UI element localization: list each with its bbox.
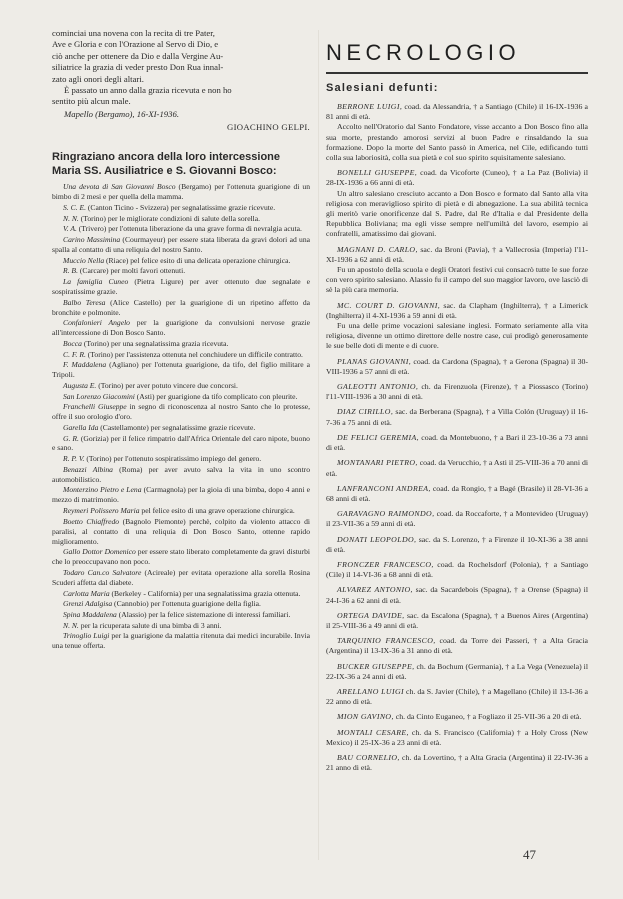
obituary-details: coad. da Montebuono, † a Bari il 23-10-36 a 73 anni di età. <box>326 432 588 453</box>
thanks-entry-text: (Cannobio) per l'ottenuta guarigione della figlia. <box>112 599 261 609</box>
thanks-entry <box>52 360 310 380</box>
thanks-entry-name: Augusta E. <box>63 380 97 390</box>
thanks-entry <box>52 277 310 297</box>
obituary-list <box>326 102 588 773</box>
thanks-entry-text: (Torino) per l'assistenza ottenuta nel conchiudere un difficile contratto. <box>85 349 303 359</box>
obituary-entry <box>326 168 588 239</box>
letter-line: ciò anche per ottenere da Dio e dalla Vergine Au- <box>52 50 224 61</box>
thanks-entry-text: per la ricuperata salute di una bimba di 3 anni. <box>78 620 222 630</box>
necrologio-subtitle: Salesiani defunti: <box>326 82 439 94</box>
thanks-entry <box>52 350 310 360</box>
obituary-details: coad. da Rongio, † a Bagé (Brasile) il 28-VI-36 a 68 anni di età. <box>326 483 588 503</box>
thanks-entry <box>52 423 310 433</box>
column-gutter <box>318 30 319 860</box>
letter-line: cominciai una novena con la recita di tre Pater, <box>52 28 215 38</box>
thanks-entry <box>52 631 310 651</box>
obituary-entry <box>326 687 588 707</box>
obituary-entry <box>326 484 588 504</box>
obituary-entry <box>326 509 588 529</box>
thanks-entry-text: (Canton Ticino - Svizzera) per segnalatissime grazie ricevute. <box>86 202 276 212</box>
thanks-entry-name: G. R. <box>63 433 79 443</box>
thanks-entry <box>52 182 310 202</box>
obituary-name: ARELLANO LUIGI <box>337 686 404 696</box>
thanks-entry-name: Monterzino Pietro e Lena <box>63 485 142 495</box>
thanks-entry-name: Spina Maddalena <box>63 609 117 619</box>
obituary-entry <box>326 753 588 773</box>
thanks-entry-text: (Acireale) per evitata operazione alla sorella Rosina Scuderi affetta dal diabete. <box>52 567 310 587</box>
thanks-entry-text: (Asti) per guarigione da tifo complicato con pleurite. <box>134 391 298 401</box>
thanks-entry-name: Gallo Dottor Domenico <box>63 547 136 557</box>
obituary-name: BONELLI GIUSEPPE, <box>337 168 418 178</box>
thanks-entry-name: Boetto Chiaffredo <box>63 516 120 526</box>
thanks-entry-name: R. B. <box>63 266 78 276</box>
obituary-name: MC. COURT D. GIOVANNI, <box>337 300 441 310</box>
thanks-entry-name: Reymeri Polissero Maria <box>63 506 140 516</box>
obituary-body: Accolto nell'Oratorio dal Santo Fondatore, visse accanto a Don Bosco fino alla sua morte, prestando amorosi servizi al buon Padre e rinsaldando la sua formazione. Dopo la morte del Santo passò in America, nel Cile, edificando tutti colla sua laboriosità, colla sua pietà e col suo spirito squisitamente salesiano. <box>326 122 588 163</box>
thanks-entry-name: Todaro Can.co Salvatore <box>63 567 142 577</box>
letter-intro <box>52 28 310 108</box>
thanks-entry-name: Franchelli Giuseppe <box>63 402 127 412</box>
obituary-name: TARQUINIO FRANCESCO, <box>337 636 436 646</box>
obituary-entry <box>326 458 588 478</box>
thanks-entry-name: Trinoglio Luigi <box>63 631 110 641</box>
obituary-details: sac. da Broni (Pavia), † a Vallecrosia (Imperia) l'11-XI-1936 a 62 anni di età. <box>326 244 588 264</box>
obituary-name: ORTEGA DAVIDE, <box>337 610 405 620</box>
thanks-section-title: Ringraziano ancora della loro intercessione Maria SS. Ausiliatrice e S. Giovanni Bosco: <box>52 151 281 177</box>
thanks-entry <box>52 339 310 349</box>
thanks-entry-text: (Torino) per le migliorate condizioni di salute della sorella. <box>78 213 261 223</box>
thanks-entry <box>52 434 310 454</box>
obituary-entry <box>326 433 588 453</box>
letter-line: sentito più alcun male. <box>52 96 131 107</box>
thanks-entry <box>52 256 310 266</box>
obituary-name: BAU CORNELIO, <box>337 752 400 762</box>
thanks-entry <box>52 454 310 464</box>
obituary-name: DE FELICI GEREMIA, <box>337 432 420 442</box>
letter-line: siliatrice la grazia di veder presto Don Rua innal- <box>52 62 224 73</box>
thanks-entry-text: (Berkeley - California) per una segnalatissima grazia ottenuta. <box>109 588 301 598</box>
thanks-entry <box>52 610 310 620</box>
letter-signature: GIOACHINO GELPI. <box>227 122 310 133</box>
obituary-details: sac. da Escalona (Spagna), † a Buenos Aires (Argentina) il 25-VIII-36 a 49 anni di età. <box>326 610 588 630</box>
obituary-body: Un altro salesiano cresciuto accanto a Don Bosco e formato dal Santo alla vita religiosa con meraviglioso spirito di pietà e di abnegazione. La sua abilità tecnica gli meritò varie onorificenze dal S. Padre, dal Re d'Italia e dal Presidente della Repubblica Boliviana; ma egli visse sempre nell'umiltà del lavoro, esempio ai confratelli, amatissimo dai giovani. <box>326 188 588 239</box>
thanks-entry <box>52 214 310 224</box>
thanks-entry-text: (Trivero) per l'ottenuta liberazione da una grave forma di nevralgia acuta. <box>76 224 302 234</box>
obituary-entry <box>326 560 588 580</box>
thanks-entry-text: (Carcare) per molti favori ottenuti. <box>77 266 186 276</box>
obituary-entry <box>326 636 588 656</box>
obituary-details: ch. da Firenzuola (Firenze), † a Piossasco (Torino) l'11-VIII-1936 a 30 anni di età. <box>326 382 588 402</box>
obituary-entry <box>326 407 588 427</box>
thanks-entry-name: N. N. <box>63 620 79 630</box>
letter-line: zato agli onori degli altari. <box>52 73 144 84</box>
thanks-entry <box>52 224 310 234</box>
obituary-entry <box>326 357 588 377</box>
thanks-entry-text: (Torino) per l'ottenuto sospiratissimo impiego del genero. <box>84 454 262 464</box>
obituary-details: sac. da Sacardebois (Spagna), † a Orense (Spagna) il 24-I-36 a 62 anni di età. <box>326 585 588 605</box>
obituary-entry <box>326 585 588 605</box>
obituary-details: ch. da S. Francisco (California) † a Holy Cross (New Mexico) il 25-IX-36 a 23 anni di età. <box>326 727 588 747</box>
obituary-details: coad. da Torre dei Passeri, † a Alta Gracia (Argentina) il 13-IX-36 a 31 anno di età. <box>326 636 589 656</box>
thanks-entry-name: R. P. V. <box>63 454 85 464</box>
thanks-entry-text: per la guarigione da malattia ritenuta dai medici incurabile. Invia una tenue offerta. <box>52 631 310 651</box>
thanks-entry-name: N. N. <box>63 213 79 223</box>
obituary-details: ch. da Bochum (Germania), † a La Vega (Venezuela) il 22-IX-36 a 24 anni di età. <box>326 661 588 681</box>
thanks-entry-text: (Castellamonte) per segnalatissime grazie ricevute. <box>98 422 256 432</box>
obituary-name: MONTALI CESARE, <box>337 727 409 737</box>
thanks-entry-name: F. Maddalena <box>63 360 107 370</box>
necrologio-title: NECROLOGIO <box>326 40 521 65</box>
thanks-entry <box>52 568 310 588</box>
thanks-entry-text: (Riace) pel felice esito di una delicata operazione chirurgica. <box>104 255 291 265</box>
obituary-name: LANFRANCONI ANDREA, <box>337 483 431 493</box>
thanks-entry-name: Benazzi Albina <box>63 464 113 474</box>
thanks-entry-name: Carlotta Maria <box>63 588 110 598</box>
obituary-entry <box>326 102 588 163</box>
thanks-list <box>52 182 310 651</box>
obituary-name: DIAZ CIRILLO, <box>337 407 394 417</box>
obituary-entry <box>326 728 588 748</box>
obituary-name: FRONCZER FRANCESCO, <box>337 559 434 569</box>
thanks-entry <box>52 402 310 422</box>
thanks-entry-text: (Pietra Ligure) per aver ottenuto due segnalate e sospiratissime grazie. <box>52 276 310 296</box>
obituary-entry <box>326 301 588 352</box>
thanks-entry-text: (Agliano) per l'ottenuta guarigione, da tifo, del figlio militare a Tripoli. <box>52 360 311 380</box>
thanks-entry <box>52 485 310 505</box>
obituary-details: ch. da Cinto Euganeo, † a Fogliazo il 25-VII-36 a 20 di età. <box>393 712 582 722</box>
thanks-entry <box>52 506 310 516</box>
obituary-name: GALEOTTI ANTONIO, <box>337 382 419 392</box>
thanks-entry <box>52 318 310 338</box>
thanks-entry-name: C. F. R. <box>63 349 86 359</box>
thanks-entry <box>52 599 310 609</box>
obituary-details: sac. da S. Lorenzo, † a Firenze il 10-XI-36 a 38 anni di età. <box>326 534 588 554</box>
obituary-details: coad. da Rochelsdorf (Polonia), † a Santiago (Cile) il 14-VI-36 a 68 anni di età. <box>326 559 588 580</box>
obituary-details: ch. da Lovertino, † a Alta Gracia (Argentina) il 22-IV-36 a 21 anno di età. <box>326 752 588 773</box>
obituary-name: GARAVAGNO RAIMONDO, <box>337 509 435 519</box>
thanks-entry-text: (Carmagnola) per la gioia di una bimba, dopo 4 anni e mezzo di matrimonio. <box>52 485 311 505</box>
thanks-entry-name: V. A. <box>63 224 77 234</box>
thanks-entry <box>52 203 310 213</box>
obituary-body: Fu un apostolo della scuola e degli Oratori festivi cui consacrò tutte le sue forze con vero spirito salesiano. Alassio fu il campo del suo maggior lavoro, ove lasciò di sè la più cara memoria. <box>326 265 588 295</box>
thanks-entry-name: La famiglia Cuneo <box>63 276 129 286</box>
thanks-entry-name: Balbo Teresa <box>63 297 106 307</box>
thanks-entry-text: (Bagnolo Piemonte) perchè, colpito da violento attacco di paralisi, al contatto di una reliquia di Don Bosco Santo, ottenne rapido miglioramento. <box>52 516 310 546</box>
obituary-name: MONTANARI PIETRO, <box>337 458 418 468</box>
thanks-entry <box>52 235 310 255</box>
thanks-entry-name: Bocca <box>63 338 82 348</box>
thanks-entry <box>52 381 310 391</box>
obituary-name: BERRONE LUIGI, <box>337 102 403 111</box>
thanks-entry-name: Una devota di San Giovanni Bosco <box>63 182 176 192</box>
thanks-entry <box>52 392 310 402</box>
thanks-entry-name: Garella Ida <box>63 422 99 432</box>
thanks-entry <box>52 589 310 599</box>
obituary-name: DONATI LEOPOLDO, <box>337 534 417 544</box>
obituary-details: sac. da Clapham (Inghilterra), † a Limerick (Inghilterra) il 4-XI-1936 a 59 anni di età. <box>326 300 588 320</box>
page-number: 47 <box>523 847 536 862</box>
obituary-details: coad. da Cardona (Spagna), † a Gerona (Spagna) il 30-VIII-1936 a 57 anni di età. <box>326 356 588 376</box>
obituary-details: ch. da S. Javier (Chile), † a Magellano (Chile) il 13-I-36 a 22 anno di età. <box>326 686 588 707</box>
obituary-entry <box>326 712 588 722</box>
obituary-name: MAGNANI D. CARLO, <box>337 244 418 254</box>
thanks-entry-text: (Roma) per aver avuto salva la vita in uno scontro automobilistico. <box>52 464 311 484</box>
right-column <box>326 28 588 778</box>
obituary-details: coad. da Alessandria, † a Santiago (Chile) il 16-IX-1936 a 81 anni di età. <box>326 102 588 122</box>
thanks-entry-name: Muccio Nella <box>63 255 105 265</box>
thanks-entry-name: Carino Massimina <box>63 234 121 244</box>
thanks-entry <box>52 517 310 547</box>
thanks-entry-text: per la guarigione da convulsioni nervose grazie all'intercessione di Don Bosco Santo. <box>52 318 310 338</box>
thanks-entry <box>52 298 310 318</box>
thanks-entry-text: per essere stato liberato completamente da gravi disturbi che lo preoccupavano non poco. <box>52 547 310 567</box>
thanks-entry-text: (Torino) per una segnalatissima grazia ricevuta. <box>81 338 229 348</box>
thanks-entry-name: S. C. E. <box>63 202 86 212</box>
thanks-entry-name: San Lorenzo Giacomini <box>63 391 135 401</box>
thanks-entry-text: pel felice esito di una grave operazione chirurgica. <box>139 506 295 516</box>
thanks-entry-text: (Alassio) per la felice sistemazione di interessi familiari. <box>116 609 291 619</box>
obituary-name: ALVAREZ ANTONIO, <box>337 585 413 595</box>
thanks-entry <box>52 465 310 485</box>
thanks-entry-text: (Courmayeur) per essere stata liberata da gravi dolori ad una spalla al contatto di una reliquia del nostro Santo. <box>52 234 310 254</box>
obituary-name: MION GAVINO, <box>337 712 394 722</box>
obituary-entry <box>326 611 588 631</box>
letter-line: Ave e Gloria e con l'Orazione al Servo di Dio, e <box>52 39 219 50</box>
thanks-entry-text: (Gorizia) per il felice rimpatrio dall'Africa Orientale del caro nipote, buono e sano. <box>52 433 310 453</box>
thanks-entry <box>52 547 310 567</box>
thanks-entry-text: (Alice Castello) per la guarigione di un ripetino affetto da bronchite e polmonite. <box>52 297 310 317</box>
obituary-details: sac. da Berberana (Spagna), † a Villa Colón (Uruguay) il 16-7-36 a 75 anni di età. <box>326 407 588 427</box>
thanks-entry <box>52 266 310 276</box>
obituary-entry <box>326 245 588 296</box>
thanks-entry <box>52 621 310 631</box>
thanks-entry-text: (Torino) per aver potuto vincere due concorsi. <box>96 380 238 390</box>
title-rule <box>326 72 588 74</box>
obituary-entry <box>326 382 588 402</box>
thanks-entry-text: (Bergamo) per l'ottenuta guarigione di un bimbo di 2 mesi e per quella della mamma. <box>52 182 310 202</box>
obituary-entry <box>326 535 588 555</box>
left-column <box>52 28 310 652</box>
obituary-details: coad. da Verucchio, † a Asti il 25-VIII-36 a 70 anni di età. <box>326 458 589 478</box>
letter-line: È passato un anno dalla grazia ricevuta e non ho <box>64 85 232 96</box>
obituary-details: coad. da Vicoforte (Cuneo), † a La Paz (Bolivia) il 28-IX-1936 a 66 anni di età. <box>326 168 588 188</box>
obituary-name: PLANAS GIOVANNI, <box>337 356 412 366</box>
thanks-entry-name: Grenzi Adalgisa <box>63 599 113 609</box>
obituary-details: coad. da Roccaforte, † a Montevideo (Uruguay) il 23-VII-36 a 59 anni di età. <box>326 509 588 529</box>
thanks-entry-name: Confalonieri Angelo <box>63 318 130 328</box>
letter-place-date: Mapello (Bergamo), 16-XI-1936. <box>64 108 179 119</box>
obituary-body: Fu una delle prime vocazioni salesiane inglesi. Formato seriamente alla vita religiosa, divenne un ottimo direttore delle nostre case, cui prodigò generosamente le sue belle doti di mente e di cuore. <box>326 321 588 351</box>
obituary-entry <box>326 662 588 682</box>
obituary-name: BUCKER GIUSEPPE, <box>337 661 415 671</box>
thanks-entry-text: in segno di riconoscenza al nostro Santo che lo protesse, offre il suo orologio d'oro. <box>52 402 310 422</box>
